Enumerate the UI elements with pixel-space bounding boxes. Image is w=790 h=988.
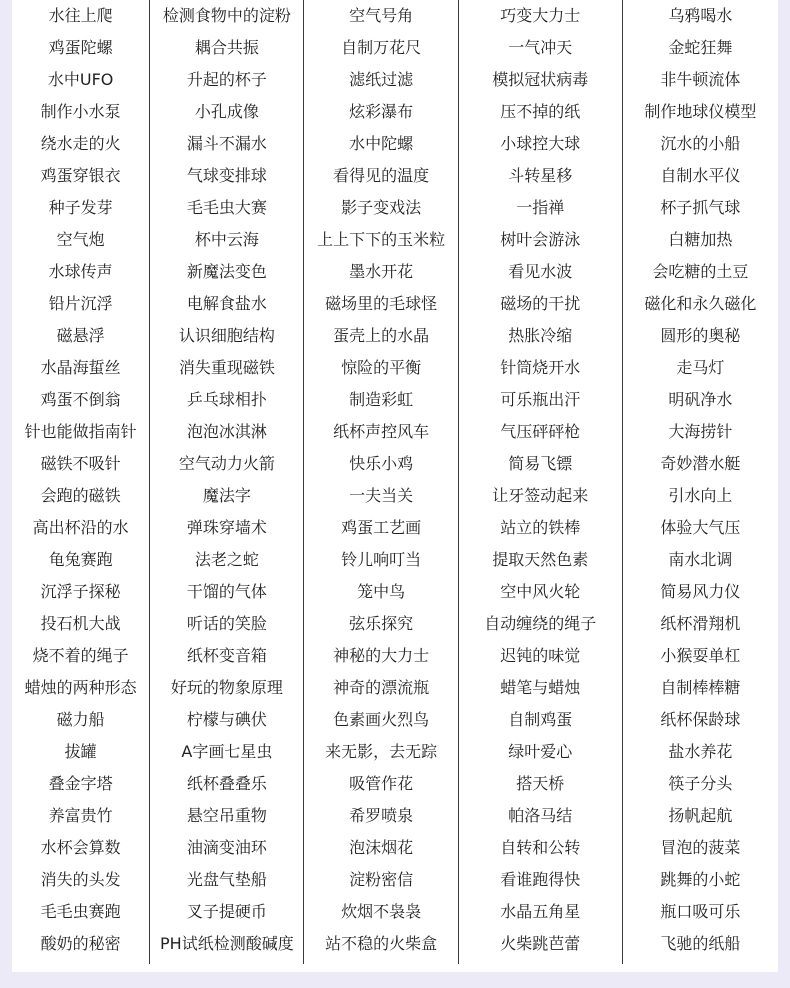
experiment-item: 奇妙潜水艇 xyxy=(660,454,741,473)
experiment-item: 神秘的大力士 xyxy=(333,646,430,665)
experiment-item: 模拟冠状病毒 xyxy=(492,70,589,89)
experiment-item: 会吃糖的土豆 xyxy=(652,262,749,281)
experiment-item: 搭天桥 xyxy=(516,774,565,793)
experiment-item: 油滴变油环 xyxy=(186,838,267,857)
experiment-item: 吸管作花 xyxy=(349,774,414,793)
experiment-item: 炊烟不袅袅 xyxy=(341,902,422,921)
experiment-item: 泡泡冰淇淋 xyxy=(186,422,267,441)
experiment-item: 耦合共振 xyxy=(194,38,259,57)
column-3 xyxy=(303,0,457,964)
experiment-item: 提取天然色素 xyxy=(492,550,589,569)
experiment-item: 磁悬浮 xyxy=(56,326,105,345)
experiment-item: 盐水养花 xyxy=(668,742,733,761)
experiment-item: 磁化和永久磁化 xyxy=(644,294,757,313)
experiment-item: 消失的头发 xyxy=(40,870,121,889)
experiment-item: 杯中云海 xyxy=(194,230,259,249)
experiment-item: 火柴跳芭蕾 xyxy=(500,934,581,953)
experiment-item: 一气冲天 xyxy=(508,38,573,57)
experiment-item: 南水北调 xyxy=(668,550,733,569)
experiment-item: 金蛇狂舞 xyxy=(668,38,733,57)
experiment-item: 泡沫烟花 xyxy=(349,838,414,857)
experiment-item: 大海捞针 xyxy=(668,422,733,441)
experiment-item: 希罗喷泉 xyxy=(349,806,414,825)
experiment-item: 柠檬与碘伏 xyxy=(186,710,267,729)
experiment-item: 拔罐 xyxy=(64,742,97,761)
experiment-item: 扬帆起航 xyxy=(668,806,733,825)
experiment-item: 空气炮 xyxy=(56,230,105,249)
experiment-item: 站不稳的火柴盒 xyxy=(325,934,438,953)
experiment-item: 纸杯滑翔机 xyxy=(660,614,741,633)
experiment-item: 小球控大球 xyxy=(500,134,581,153)
experiment-item: 自动缠绕的绳子 xyxy=(484,614,597,633)
experiment-item: 针也能做指南针 xyxy=(24,422,137,441)
experiment-item: 体验大气压 xyxy=(660,518,741,537)
experiment-item: 鸡蛋陀螺 xyxy=(48,38,113,57)
experiment-item: 水中陀螺 xyxy=(349,134,414,153)
experiment-item: 冒泡的菠菜 xyxy=(660,838,741,857)
experiment-item: 圆形的奥秘 xyxy=(660,326,741,345)
experiment-item: 迟钝的味觉 xyxy=(500,646,581,665)
experiment-item: 纸杯叠叠乐 xyxy=(186,774,267,793)
experiment-item: 纸杯保龄球 xyxy=(660,710,741,729)
experiment-item: 一夫当关 xyxy=(349,486,414,505)
experiment-item: 上上下下的玉米粒 xyxy=(317,230,446,249)
experiment-item: 绿叶爱心 xyxy=(508,742,573,761)
experiment-item: 蜡笔与蜡烛 xyxy=(500,678,581,697)
experiment-item: 帕洛马结 xyxy=(508,806,573,825)
experiment-item: 弹珠穿墙术 xyxy=(186,518,267,537)
experiment-item: 筷子分头 xyxy=(668,774,733,793)
experiment-item: 鸡蛋穿银衣 xyxy=(40,166,121,185)
experiment-item: 水晶海蜇丝 xyxy=(40,358,121,377)
experiment-item: 针筒烧开水 xyxy=(500,358,581,377)
experiment-item: 检测食物中的淀粉 xyxy=(162,6,291,25)
experiment-item: 瓶口吸可乐 xyxy=(660,902,741,921)
experiment-item: 巧变大力士 xyxy=(500,6,581,25)
experiment-item: 走马灯 xyxy=(676,358,725,377)
experiment-item: 魔法字 xyxy=(202,486,251,505)
experiment-item: 磁力船 xyxy=(56,710,105,729)
column-1 xyxy=(12,0,149,964)
experiment-item: 炫彩瀑布 xyxy=(349,102,414,121)
experiment-item: 铅片沉浮 xyxy=(48,294,113,313)
experiment-item: 看得见的温度 xyxy=(333,166,430,185)
experiment-item: 影子变戏法 xyxy=(341,198,422,217)
experiment-item: 毛毛虫赛跑 xyxy=(40,902,121,921)
experiment-item: 一指禅 xyxy=(516,198,565,217)
experiment-item: 水球传声 xyxy=(48,262,113,281)
experiment-item: 电解食盐水 xyxy=(186,294,267,313)
experiment-item: 非牛顿流体 xyxy=(660,70,741,89)
experiment-item: 沉浮子探秘 xyxy=(40,582,121,601)
experiment-item: 惊险的平衡 xyxy=(341,358,422,377)
experiment-item: 悬空吊重物 xyxy=(186,806,267,825)
experiment-item: 可乐瓶出汗 xyxy=(500,390,581,409)
experiment-item: 铃儿响叮当 xyxy=(341,550,422,569)
experiment-item: 叉子提硬币 xyxy=(186,902,267,921)
experiment-item: 认识细胞结构 xyxy=(178,326,275,345)
experiment-item: 水中UFO xyxy=(47,70,114,89)
experiment-item: 蛋壳上的水晶 xyxy=(333,326,430,345)
experiment-item: 磁场里的毛球怪 xyxy=(325,294,438,313)
experiment-item: 站立的铁棒 xyxy=(500,518,581,537)
experiment-item: 纸杯声控风车 xyxy=(333,422,430,441)
experiment-item: 滤纸过滤 xyxy=(349,70,414,89)
experiment-item: 笼中鸟 xyxy=(357,582,406,601)
experiment-item: 白糖加热 xyxy=(668,230,733,249)
experiment-item: 制作小水泵 xyxy=(40,102,121,121)
experiment-item: 制造彩虹 xyxy=(349,390,414,409)
experiment-item: 投石机大战 xyxy=(40,614,121,633)
experiment-item: 沉水的小船 xyxy=(660,134,741,153)
experiment-item: 弦乐探究 xyxy=(349,614,414,633)
experiment-item: 种子发芽 xyxy=(48,198,113,217)
experiment-item: 自制水平仪 xyxy=(660,166,741,185)
experiment-grid xyxy=(12,0,778,964)
experiment-item: 自转和公转 xyxy=(500,838,581,857)
experiment-item: 神奇的漂流瓶 xyxy=(333,678,430,697)
experiment-item: 小孔成像 xyxy=(194,102,259,121)
experiment-item: 飞驰的纸船 xyxy=(660,934,741,953)
experiment-item: 压不掉的纸 xyxy=(500,102,581,121)
experiment-item: 空气号角 xyxy=(349,6,414,25)
experiment-item: 新魔法变色 xyxy=(186,262,267,281)
experiment-item: 干馏的气体 xyxy=(186,582,267,601)
experiment-item: 法老之蛇 xyxy=(194,550,259,569)
experiment-item: 水往上爬 xyxy=(48,6,113,25)
experiment-item: PH试纸检测酸碱度 xyxy=(160,934,294,953)
experiment-item: 乌鸦喝水 xyxy=(668,6,733,25)
experiment-item: 漏斗不漏水 xyxy=(186,134,267,153)
experiment-item: 快乐小鸡 xyxy=(349,454,414,473)
experiment-item: 气球变排球 xyxy=(186,166,267,185)
experiment-item: 养富贵竹 xyxy=(48,806,113,825)
experiment-item: 制作地球仪模型 xyxy=(644,102,757,121)
experiment-item: 气压砰砰枪 xyxy=(500,422,581,441)
experiment-item: 毛毛虫大赛 xyxy=(186,198,267,217)
experiment-item: 水晶五角星 xyxy=(500,902,581,921)
experiment-item: 简易飞镖 xyxy=(508,454,573,473)
experiment-item: 小猴耍单杠 xyxy=(660,646,741,665)
column-5 xyxy=(622,0,778,964)
experiment-item: 水杯会算数 xyxy=(40,838,121,857)
experiment-item: 墨水开花 xyxy=(349,262,414,281)
experiment-item: 自制棒棒糖 xyxy=(660,678,741,697)
experiment-item: 跳舞的小蛇 xyxy=(660,870,741,889)
experiment-item: 让牙签动起来 xyxy=(492,486,589,505)
experiment-item: 叠金字塔 xyxy=(48,774,113,793)
experiment-item: 树叶会游泳 xyxy=(500,230,581,249)
experiment-item: 会跑的磁铁 xyxy=(40,486,121,505)
experiment-item: 简易风力仪 xyxy=(660,582,741,601)
experiment-item: 自制万花尺 xyxy=(341,38,422,57)
column-2 xyxy=(149,0,303,964)
experiment-item: 消失重现磁铁 xyxy=(178,358,275,377)
experiment-item: 来无影，去无踪 xyxy=(325,742,438,761)
experiment-item: 鸡蛋不倒翁 xyxy=(40,390,121,409)
experiment-item: 高出杯沿的水 xyxy=(32,518,129,537)
column-4 xyxy=(458,0,622,964)
experiment-item: 杯子抓气球 xyxy=(660,198,741,217)
experiment-item: 磁场的干扰 xyxy=(500,294,581,313)
experiment-item: 绕水走的火 xyxy=(40,134,121,153)
experiment-item: 淀粉密信 xyxy=(349,870,414,889)
experiment-item: 酸奶的秘密 xyxy=(40,934,121,953)
experiment-item: 龟兔赛跑 xyxy=(48,550,113,569)
experiment-item: 蜡烛的两种形态 xyxy=(24,678,137,697)
experiment-item: 看见水波 xyxy=(508,262,573,281)
experiment-item: 纸杯变音箱 xyxy=(186,646,267,665)
experiment-item: 磁铁不吸针 xyxy=(40,454,121,473)
experiment-item: 鸡蛋工艺画 xyxy=(341,518,422,537)
experiment-item: 光盘气垫船 xyxy=(186,870,267,889)
experiment-item: 明矾净水 xyxy=(668,390,733,409)
experiment-item: 听话的笑脸 xyxy=(186,614,267,633)
experiment-item: 空气动力火箭 xyxy=(178,454,275,473)
experiment-item: 斗转星移 xyxy=(508,166,573,185)
experiment-item: 乒乓球相扑 xyxy=(186,390,267,409)
experiment-item: 引水向上 xyxy=(668,486,733,505)
experiment-item: 空中风火轮 xyxy=(500,582,581,601)
experiment-item: 自制鸡蛋 xyxy=(508,710,573,729)
experiment-item: 升起的杯子 xyxy=(186,70,267,89)
experiment-item: 色素画火烈鸟 xyxy=(333,710,430,729)
experiment-item: 热胀冷缩 xyxy=(508,326,573,345)
experiment-list-card xyxy=(12,0,778,972)
experiment-item: A字画七星虫 xyxy=(181,742,273,761)
experiment-item: 看谁跑得快 xyxy=(500,870,581,889)
experiment-item: 烧不着的绳子 xyxy=(32,646,129,665)
experiment-item: 好玩的物象原理 xyxy=(170,678,283,697)
